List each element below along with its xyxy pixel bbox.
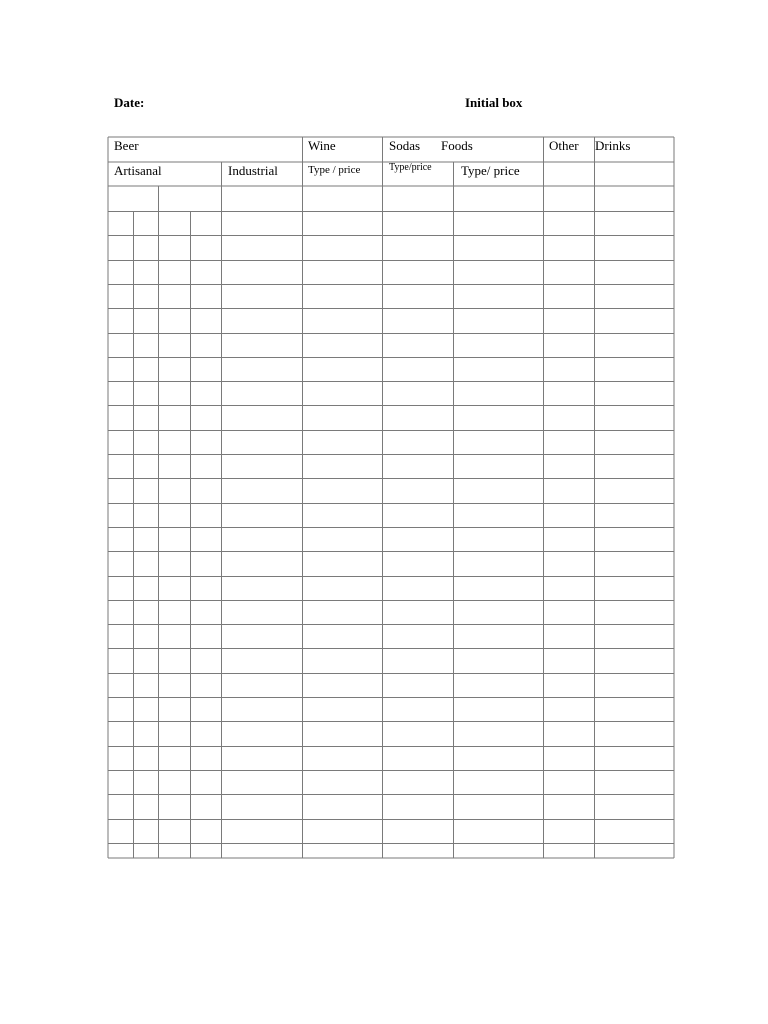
subheader-industrial: Industrial (228, 163, 278, 178)
header-drinks: Drinks (595, 138, 631, 153)
subheader-sodas-type-price: Type/price (389, 162, 432, 173)
subheader-foods-type-price: Type/ price (461, 163, 520, 178)
header-foods: Foods (441, 138, 473, 153)
header-other: Other (549, 138, 579, 153)
subheader-wine-type-price: Type / price (308, 164, 361, 176)
date-label: Date: (114, 95, 145, 110)
subheader-artisanal: Artisanal (114, 163, 162, 178)
initial-box-label: Initial box (465, 95, 523, 110)
header-sodas: Sodas (389, 138, 421, 153)
header-beer: Beer (114, 138, 139, 153)
header-wine: Wine (308, 138, 336, 153)
